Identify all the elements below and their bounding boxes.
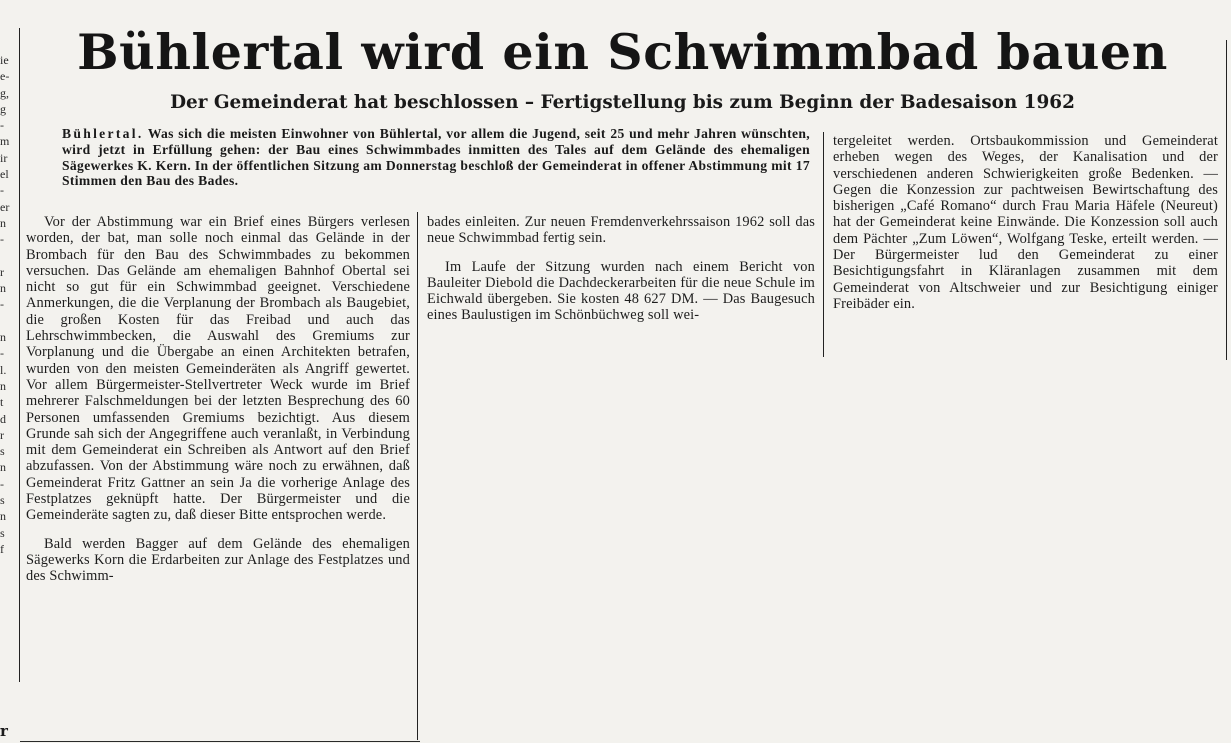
fragment-line: - [0,346,4,361]
column-rule-2 [823,132,824,357]
paragraph: bades einleiten. Zur neuen Fremdenverkehrssaison 1962 soll das neue Schwimmbad fertig sein. [427,214,815,247]
fragment-line: er [0,199,10,214]
fragment-line: r [0,427,4,442]
fragment-line: n [0,378,6,393]
fragment-line: - [0,297,4,312]
column-rule-1 [417,212,418,740]
fragment-line: n [0,215,6,230]
fragment-line: g [0,101,6,116]
fragment-line: l. [0,362,7,377]
fragment-line: g, [0,85,9,100]
fragment-line: - [0,476,4,491]
fragment-line [0,248,16,264]
fragment-line: r [0,264,4,279]
fragment-line: m [0,134,10,149]
article-column-2 [427,214,815,324]
fragment-line: - [0,183,4,198]
bottom-fragment: r [0,722,8,740]
paragraph: Vor der Abstimmung war ein Brief eines Bürgers verlesen worden, der bat, man solle noch einmal das Gelände in der Brombach für den Bau des Schwimmbades zu bekommen versuchen. Das Gelände am ehemaligen Bahnhof Obertal sei nicht so gut für ein Schwimmbad geeignet. Verschiedene Anmerkungen, die die Verplanung der Brombach als Baugebiet, die großen Kosten für das Freibad und auch das Lehrschwimmbecken, die Auswahl des Gremiums zur Vorplanung und die Übergabe an einen Architekten betrafen, wurden von den meisten Gemeinderäten als Angriff gewertet. Vor allem Bürgermeister-Stellvertreter Weck wurde im Brief mehrerer Falschmeldungen bei der letzten Besprechung des 60 Personen umfassenden Gremiums bezichtigt. Aus diesem Grunde sah sich der Angegriffene auch veranlaßt, in Verbindung mit dem Gemeinderat ein Schreiben als Antwort auf den Brief abzufassen. Von der Abstimmung wäre noch zu erwähnen, daß Gemeinderat Fritz Gattner an sein Ja die vorherige Anlage des Festplatzes geknüpft hatte. Der Bürgermeister und die Gemeinderäte sagten zu, daß dieser Bitte entsprochen werde. [26,214,410,524]
fragment-line: el [0,167,9,182]
fragment-line: ie [0,53,9,67]
fragment-line: d [0,411,6,426]
dateline: Bühlertal. [62,126,144,141]
fragment-line: - [0,232,4,247]
fragment-line: ir [0,150,8,165]
paragraph: Bald werden Bagger auf dem Gelände des ehemaligen Sägewerks Korn die Erdarbeiten zur Anlage des Festplatzes und des Schwimm- [26,535,410,585]
fragment-line: t [0,395,4,410]
article-column-3 [833,133,1218,312]
paragraph: Im Laufe der Sitzung wurden nach einem Bericht von Bauleiter Diebold die Dachdeckerarbeiten für die neue Schule im Eichwald übergeben. Sie kosten 48 627 DM. — Das Baugesuch eines Baulustigen im Schönbüchweg soll wei- [427,258,815,324]
fragment-line: e- [0,69,10,84]
column-rule-right [1226,40,1227,360]
bottom-rule [20,741,420,742]
lead-paragraph [62,126,810,189]
adjacent-column-fragments [0,52,16,557]
fragment-line: f [0,541,4,556]
fragment-line [0,313,16,329]
fragment-line: s [0,525,5,540]
fragment-line: n [0,281,6,296]
fragment-line: n [0,330,6,345]
column-rule-left [19,28,20,682]
subheadline: Der Gemeinderat hat beschlossen – Fertigstellung bis zum Beginn der Badesaison 1962 [170,92,1075,113]
fragment-line: - [0,118,4,133]
fragment-line: s [0,444,5,459]
fragment-line: s [0,493,5,508]
paragraph: tergeleitet werden. Ortsbaukommission und Gemeinderat erheben wegen des Weges, der Kanalisation und der verschiedenen anderen Schwierigkeiten große Bedenken. — Gegen die Konzession zur pachtweisen Bewirtschaftung des bisherigen „Café Romano“ durch Frau Maria Häfele (Neureut) hat der Gemeinderat keine Einwände. Die Konzession soll auch dem Pächter „Zum Löwen“, Wolfgang Teske, erteilt werden. — Der Bürgermeister lud den Gemeinderat zu einer Besichtigungsfahrt in Kläranlagen zusammen mit dem Gemeinderat von Altschweier und zur Besichtigung einiger Freibäder ein. [833,133,1218,312]
article-column-1 [26,214,410,585]
fragment-line: n [0,460,6,475]
fragment-line: n [0,509,6,524]
lead-text: Was sich die meisten Einwohner von Bühlertal, vor allem die Jugend, seit 25 und mehr Jahren wünschten, wird jetzt in Erfüllung gehen: der Bau eines Schwimmbades inmitten des Tales auf dem Gelände des ehemaligen Sägewerkes K. Kern. In der öffentlichen Sitzung am Donnerstag beschloß der Gemeinderat in offener Abstimmung mit 17 Stimmen den Bau des Bades. [62,126,810,189]
headline: Bühlertal wird ein Schwimmbad bauen [77,23,1168,81]
